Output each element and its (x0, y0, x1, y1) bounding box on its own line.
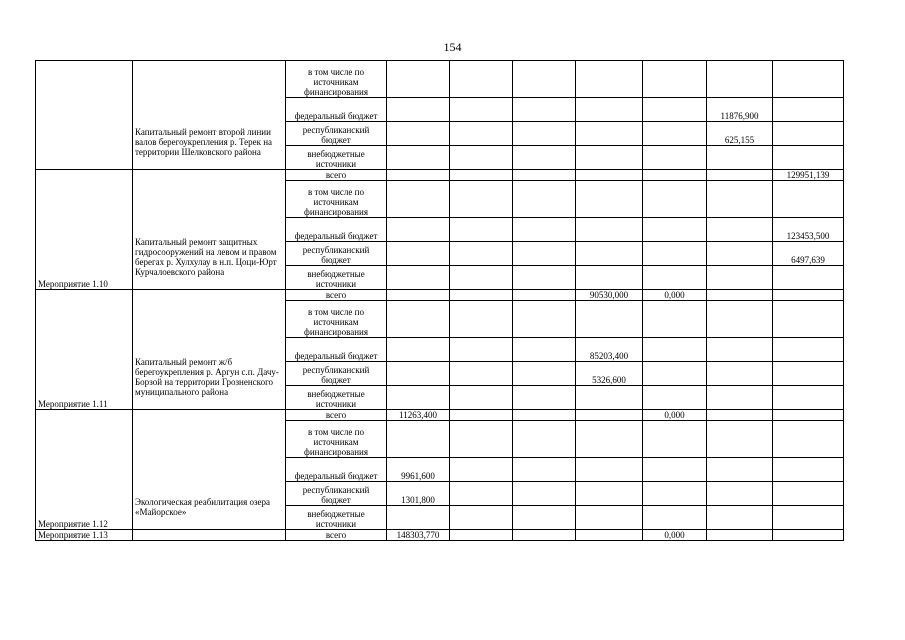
event-cell (36, 61, 133, 170)
value-cell (387, 301, 450, 338)
event-cell: Мероприятие 1.11 (36, 290, 133, 410)
value-cell (513, 266, 576, 290)
value-cell (450, 482, 513, 506)
value-cell (450, 146, 513, 170)
value-cell (773, 506, 844, 530)
value-cell (773, 301, 844, 338)
value-cell (513, 181, 576, 218)
value-cell (513, 61, 576, 98)
value-cell (773, 266, 844, 290)
value-cell (513, 482, 576, 506)
description-cell (133, 170, 286, 290)
value-cell: 625,155 (707, 122, 773, 146)
value-cell (576, 301, 643, 338)
value-cell (576, 421, 643, 458)
source-cell: всего (286, 170, 387, 181)
value-cell (387, 61, 450, 98)
source-cell: республиканский бюджет (286, 362, 387, 386)
value-cell (513, 218, 576, 242)
value-cell (643, 506, 707, 530)
value-cell (387, 98, 450, 122)
value-cell (513, 458, 576, 482)
value-cell (513, 386, 576, 410)
table-row (36, 290, 844, 301)
value-cell (643, 421, 707, 458)
value-cell (773, 530, 844, 541)
event-cell: Мероприятие 1.10 (36, 170, 133, 290)
value-cell (643, 181, 707, 218)
value-cell (643, 98, 707, 122)
value-cell (643, 242, 707, 266)
source-cell: федеральный бюджет (286, 458, 387, 482)
value-cell (707, 362, 773, 386)
value-cell (450, 338, 513, 362)
source-cell: федеральный бюджет (286, 338, 387, 362)
value-cell (387, 362, 450, 386)
value-cell (450, 218, 513, 242)
value-cell (450, 122, 513, 146)
value-cell: 148303,770 (387, 530, 450, 541)
value-cell (773, 362, 844, 386)
value-cell (707, 290, 773, 301)
value-cell (773, 290, 844, 301)
value-cell (513, 242, 576, 266)
source-cell: федеральный бюджет (286, 98, 387, 122)
source-cell: в том числе по источникам финансирования (286, 181, 387, 218)
value-cell: 129951,139 (773, 170, 844, 181)
value-cell (576, 266, 643, 290)
page-number: 154 (443, 40, 462, 54)
value-cell: 9961,600 (387, 458, 450, 482)
value-cell (387, 146, 450, 170)
source-cell: в том числе по источникам финансирования (286, 421, 387, 458)
source-cell: внебюджетные источники (286, 506, 387, 530)
event-cell: Мероприятие 1.13 (36, 530, 133, 541)
source-cell: республиканский бюджет (286, 242, 387, 266)
source-cell: федеральный бюджет (286, 218, 387, 242)
value-cell (576, 218, 643, 242)
value-cell (513, 146, 576, 170)
table-row (36, 410, 844, 421)
value-cell (707, 421, 773, 458)
value-cell (576, 530, 643, 541)
value-cell (576, 181, 643, 218)
value-cell (773, 458, 844, 482)
value-cell (773, 421, 844, 458)
value-cell (643, 122, 707, 146)
value-cell: 123453,500 (773, 218, 844, 242)
value-cell (387, 386, 450, 410)
value-cell (576, 410, 643, 421)
description-cell (133, 61, 286, 170)
source-cell: в том числе по источникам финансирования (286, 301, 387, 338)
value-cell (643, 386, 707, 410)
source-cell: всего (286, 410, 387, 421)
description-text: Экологическая реабилитация озера «Майорское» (135, 497, 271, 517)
value-cell (450, 506, 513, 530)
value-cell (513, 98, 576, 122)
value-cell (643, 458, 707, 482)
value-cell (707, 506, 773, 530)
value-cell (513, 362, 576, 386)
event-cell: Мероприятие 1.12 (36, 410, 133, 530)
value-cell (576, 482, 643, 506)
value-cell (513, 170, 576, 181)
value-cell (707, 301, 773, 338)
value-cell (773, 122, 844, 146)
source-cell: республиканский бюджет (286, 122, 387, 146)
value-cell (773, 386, 844, 410)
value-cell (387, 170, 450, 181)
value-cell: 90530,000 (576, 290, 643, 301)
description-text: Капитальный ремонт защитных гидросооружений на левом и правом берегах р. Хулхулау в н.п. Цоци-Юрт Курчалоевского района (135, 237, 277, 277)
value-cell (576, 61, 643, 98)
value-cell (576, 506, 643, 530)
table-row (36, 61, 844, 98)
value-cell (513, 530, 576, 541)
value-cell: 6497,639 (773, 242, 844, 266)
budget-table (35, 60, 844, 541)
value-cell (707, 266, 773, 290)
value-cell (450, 530, 513, 541)
source-cell: внебюджетные источники (286, 146, 387, 170)
value-cell (773, 181, 844, 218)
value-cell (773, 338, 844, 362)
value-cell: 85203,400 (576, 338, 643, 362)
table-row (36, 530, 844, 541)
value-cell (387, 506, 450, 530)
value-cell (707, 146, 773, 170)
value-cell (513, 122, 576, 146)
description-text: Капитальный ремонт второй линии валов берегоукрепления р. Терек на территории Шелковского района (135, 127, 273, 157)
value-cell (643, 301, 707, 338)
value-cell (450, 421, 513, 458)
value-cell (513, 421, 576, 458)
value-cell (643, 266, 707, 290)
value-cell: 0,000 (643, 290, 707, 301)
value-cell (576, 242, 643, 266)
description-cell (133, 410, 286, 530)
source-cell: всего (286, 530, 387, 541)
description-cell (133, 290, 286, 410)
value-cell (643, 61, 707, 98)
value-cell (450, 362, 513, 386)
value-cell (387, 122, 450, 146)
value-cell (707, 530, 773, 541)
value-cell (387, 266, 450, 290)
value-cell (576, 122, 643, 146)
value-cell (387, 218, 450, 242)
value-cell (450, 290, 513, 301)
value-cell (773, 482, 844, 506)
description-text: Капитальный ремонт ж/б берегоукрепления р. Аргун с.п. Дачу-Борзой на территории Грозненского муниципального района (135, 357, 279, 397)
value-cell (387, 181, 450, 218)
value-cell (707, 482, 773, 506)
value-cell (576, 458, 643, 482)
value-cell (707, 338, 773, 362)
value-cell (450, 301, 513, 338)
value-cell (643, 482, 707, 506)
value-cell (773, 410, 844, 421)
value-cell (576, 146, 643, 170)
source-cell: всего (286, 290, 387, 301)
value-cell (387, 242, 450, 266)
value-cell (707, 458, 773, 482)
value-cell: 0,000 (643, 410, 707, 421)
value-cell (707, 218, 773, 242)
value-cell (707, 170, 773, 181)
value-cell (513, 506, 576, 530)
value-cell (387, 421, 450, 458)
value-cell (707, 61, 773, 98)
value-cell (450, 266, 513, 290)
value-cell (576, 98, 643, 122)
value-cell (450, 98, 513, 122)
value-cell (513, 410, 576, 421)
value-cell (513, 301, 576, 338)
value-cell (450, 170, 513, 181)
value-cell (643, 362, 707, 386)
value-cell (513, 338, 576, 362)
value-cell (450, 410, 513, 421)
source-cell: республиканский бюджет (286, 482, 387, 506)
value-cell (576, 170, 643, 181)
value-cell (643, 338, 707, 362)
value-cell: 0,000 (643, 530, 707, 541)
value-cell (643, 170, 707, 181)
value-cell: 5326,600 (576, 362, 643, 386)
value-cell (513, 290, 576, 301)
value-cell (707, 410, 773, 421)
table-row (36, 170, 844, 181)
value-cell (643, 218, 707, 242)
value-cell (707, 386, 773, 410)
value-cell (450, 386, 513, 410)
value-cell (450, 458, 513, 482)
value-cell (576, 386, 643, 410)
value-cell (450, 181, 513, 218)
value-cell (643, 146, 707, 170)
value-cell (387, 338, 450, 362)
source-cell: в том числе по источникам финансирования (286, 61, 387, 98)
source-cell: внебюджетные источники (286, 266, 387, 290)
value-cell (450, 242, 513, 266)
value-cell: 1301,800 (387, 482, 450, 506)
value-cell (707, 242, 773, 266)
value-cell (773, 98, 844, 122)
value-cell (773, 61, 844, 98)
value-cell (707, 181, 773, 218)
source-cell: внебюджетные источники (286, 386, 387, 410)
value-cell (773, 146, 844, 170)
value-cell (450, 61, 513, 98)
value-cell (387, 290, 450, 301)
value-cell: 11263,400 (387, 410, 450, 421)
description-cell (133, 530, 286, 541)
value-cell: 11876,900 (707, 98, 773, 122)
